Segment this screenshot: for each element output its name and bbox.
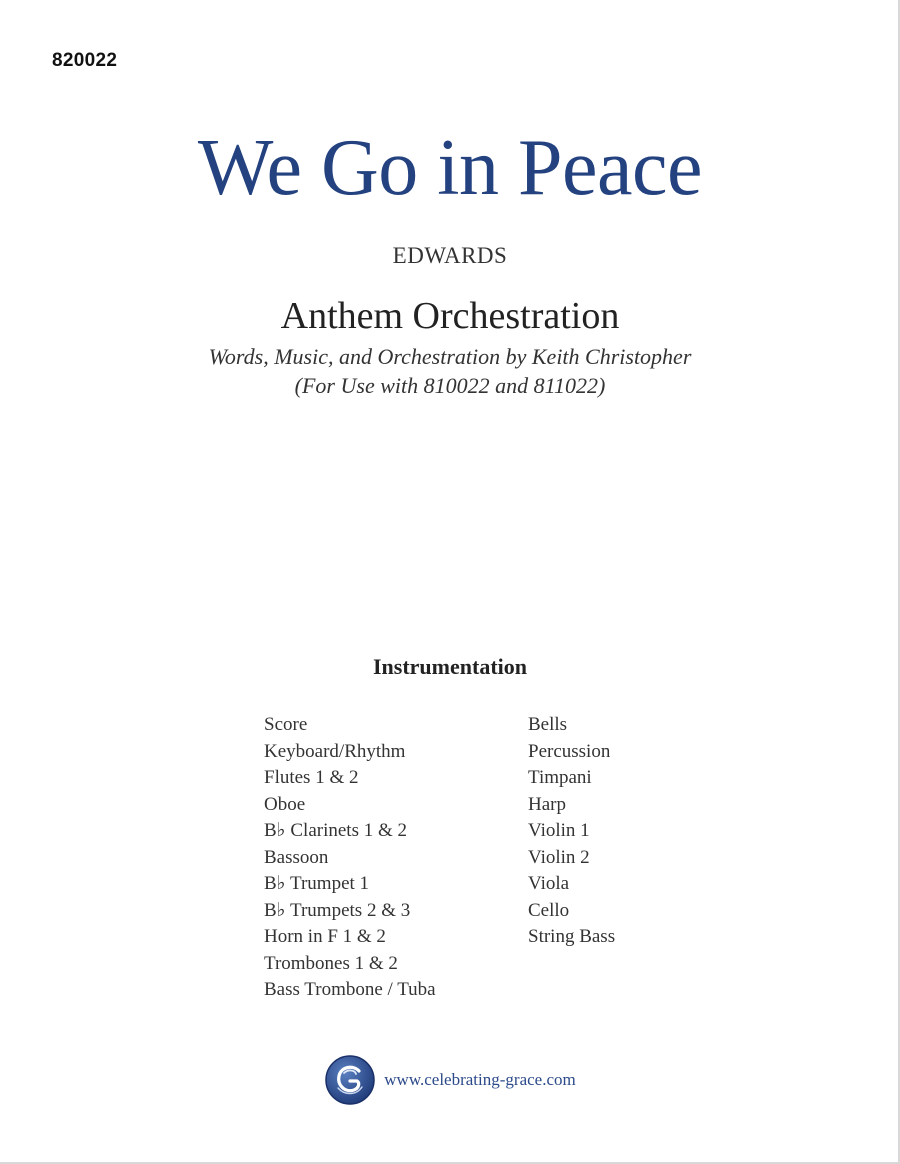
instrument-item: Trombones 1 & 2 [264, 952, 398, 974]
instrument-list-right [528, 712, 615, 951]
page-title: We Go in Peace [197, 124, 703, 212]
website-link[interactable]: www.celebrating-grace.com [384, 1070, 576, 1089]
footer [0, 1054, 900, 1106]
celebrating-grace-logo-icon [324, 1054, 376, 1106]
instrument-item: Flutes 1 & 2 [264, 767, 359, 788]
instrument-item: Keyboard/Rhythm [264, 740, 406, 762]
credits [0, 342, 900, 400]
instrumentation-heading: Instrumentation [372, 654, 527, 679]
instrument-item: B♭ Trumpet 1 [264, 873, 370, 894]
instrument-item: Horn in F 1 & 2 [264, 926, 386, 947]
instrument-item: String Bass [528, 926, 616, 947]
instrument-item: Bells [528, 714, 568, 735]
instrument-item: Cello [528, 899, 570, 921]
instrument-item: Harp [528, 793, 566, 815]
instrument-item: Viola [528, 873, 570, 894]
instrument-item: B♭ Trumpets 2 & 3 [264, 899, 411, 921]
instrument-list-left [264, 712, 436, 1004]
instrument-item: Oboe [264, 793, 306, 815]
instrument-item: Bassoon [264, 846, 329, 868]
instrument-item: B♭ Clarinets 1 & 2 [264, 820, 408, 841]
credits-line-2: (For Use with 810022 and 811022) [294, 373, 606, 398]
subtitle: Anthem Orchestration [280, 295, 620, 337]
publisher-name: EDWARDS [392, 243, 508, 268]
catalog-number: 820022 [52, 50, 118, 71]
instrument-item: Violin 1 [528, 820, 590, 841]
instrument-item: Violin 2 [528, 846, 590, 868]
instrument-item: Bass Trombone / Tuba [264, 979, 436, 1000]
instrument-item: Score [264, 714, 308, 735]
instrument-item: Percussion [528, 740, 611, 762]
credits-line-1: Words, Music, and Orchestration by Keith Christopher [208, 344, 692, 369]
instrument-item: Timpani [528, 767, 592, 788]
